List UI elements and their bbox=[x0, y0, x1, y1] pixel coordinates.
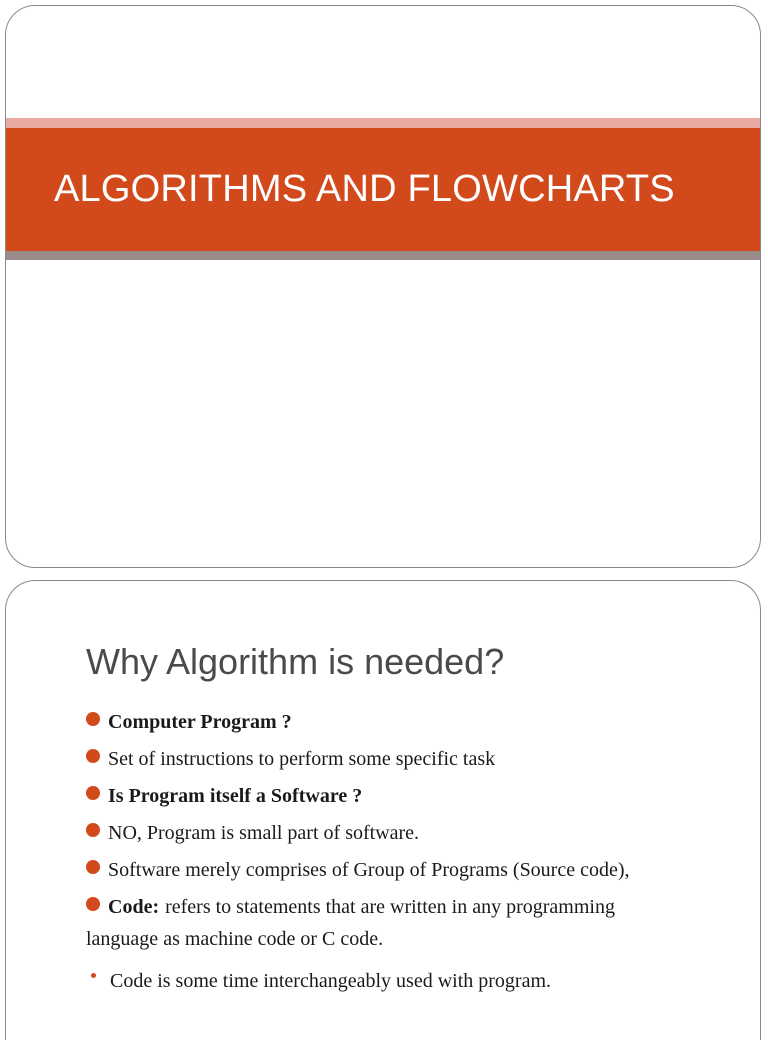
bullet-item bbox=[86, 777, 720, 814]
bullet-text: NO, Program is small part of software. bbox=[108, 821, 420, 844]
bullet-text: Software merely comprises of Group of Programs (Source code), bbox=[108, 858, 630, 881]
bullet-item bbox=[86, 888, 720, 925]
title-band bbox=[6, 128, 760, 251]
bullet-text-bold: Is Program itself a Software ? bbox=[108, 784, 363, 807]
title-bottom-stripe bbox=[6, 251, 760, 260]
slide-heading: Why Algorithm is needed? bbox=[86, 641, 505, 682]
bullet-term: Code: bbox=[108, 895, 160, 918]
bullet-item bbox=[86, 962, 720, 999]
bullet-dot-icon bbox=[86, 712, 100, 726]
bullet-item bbox=[86, 814, 720, 851]
content-slide bbox=[5, 580, 761, 1040]
bullet-dot-icon bbox=[86, 823, 100, 837]
bullet-list bbox=[86, 703, 720, 999]
bullet-text: refers to statements that are written in any programming bbox=[165, 895, 615, 918]
bullet-dot-icon bbox=[86, 860, 100, 874]
bullet-item bbox=[86, 703, 720, 740]
bullet-text-bold: Computer Program ? bbox=[108, 710, 292, 733]
title-top-stripe bbox=[6, 118, 760, 128]
title-slide bbox=[5, 5, 761, 568]
bullet-continuation: language as machine code or C code. bbox=[86, 928, 384, 950]
slide-title: ALGORITHMS AND FLOWCHARTS bbox=[54, 168, 675, 210]
bullet-small-dot-icon bbox=[91, 973, 96, 978]
bullet-text: Set of instructions to perform some specific task bbox=[108, 747, 496, 770]
bullet-text: Code is some time interchangeably used with program. bbox=[110, 969, 552, 992]
bullet-item bbox=[86, 851, 720, 888]
bullet-dot-icon bbox=[86, 749, 100, 763]
bullet-item bbox=[86, 740, 720, 777]
bullet-dot-icon bbox=[86, 786, 100, 800]
bullet-dot-icon bbox=[86, 897, 100, 911]
